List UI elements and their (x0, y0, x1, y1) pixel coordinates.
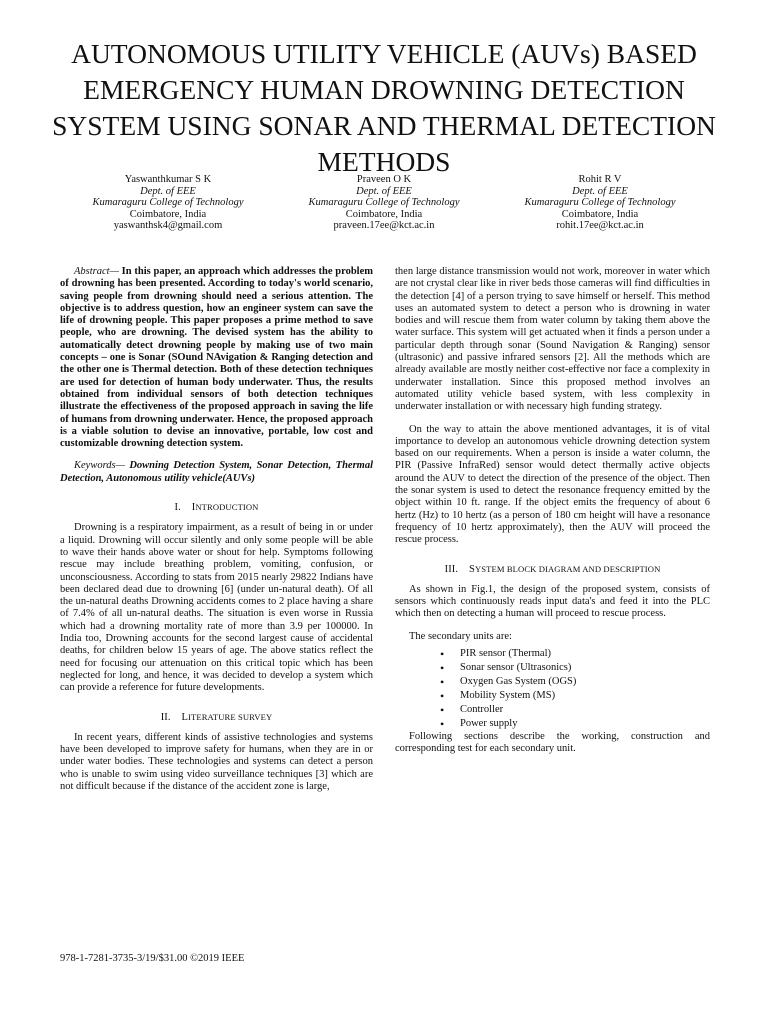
author-city: Coimbatore, India (345, 208, 423, 220)
literature-paragraph-2: On the way to attain the above mentioned advantages, it is of vital importance to develop an autonomous vehicle drowning detection system based on our requirements. When a person is inside a water column, the PIR (Passive InfraRed) sensor would detect thermally active objects around the AUV to detect the direction of the presence of the object. Then the sonar system is used to detect the resonance frequency emitted by the object within 10 ft. range. If the object emits the frequency of about 6 hertz (Hz) to 10 hertz (as a person of 180 cm height will have a resonance frequency of 10 hertz approximately), then the AUV will proceed the rescue process. (395, 423, 710, 546)
section-number: III. (444, 563, 459, 575)
abstract-label: Abstract— (74, 266, 119, 277)
system-paragraph: As shown in Fig.1, the design of the proposed system, consists of sensors which continuously reads input data's and feed it into the PLC which then on detecting a human will proceed to rescue process. (395, 583, 710, 620)
author-block (60, 174, 708, 232)
author-org: Kumaraguru College of Technology (92, 197, 244, 209)
secondary-units-closing: Following sections describe the working, construction and corresponding test for each secondary unit. (395, 731, 710, 755)
abstract (60, 266, 373, 450)
list-item: • Controller (440, 703, 710, 717)
author-email: rohit.17ee@kct.ac.in (556, 220, 644, 232)
list-item: • Oxygen Gas System (OGS) (440, 675, 710, 689)
section-heading-literature-survey (60, 711, 373, 724)
secondary-units-list (395, 647, 710, 731)
section-title-initial: I (191, 502, 196, 514)
author-email: praveen.17ee@kct.ac.in (333, 220, 435, 232)
author-dept: Dept. of EEE (356, 185, 412, 197)
left-column (60, 266, 373, 793)
keywords-text: Downing Detection System, Sonar Detection, Thermal Detection, Autonomous utility vehicle(AUVs) (60, 460, 373, 484)
author-2 (276, 174, 492, 232)
right-column (395, 266, 710, 756)
section-number: II. (160, 711, 171, 723)
section-title-rest: ITERATURE SURVEY (188, 711, 273, 722)
introduction-paragraph: Drowning is a respiratory impairment, as a result of being in or under a liquid. Drowning will occur silently and only some people will be able to wave their hands above water or shout for help. Symptoms following rescue may include breathing problem, vomiting, confusion, or unconsciousness. According to stats from 2015 nearly 29822 Indians have been declared dead due to drowning [6] (under un-natural death). Of all the un-natural deaths Drowning accidents comes to 2 place having a share of 7.4% of all un-natural deaths. The situation is even worse in Russia which had a drowning mortality rate of more than 3.9 per 100000. In India too, Drowning accounts for the second largest cause of accidental deaths, for children below 15 years of age. The above statics reflect the need for focusing our attenuation on this critical topic which has been neglected for long, and hence, it was decided to develop a system which can provide a reference for future developments. (60, 522, 373, 694)
author-org: Kumaraguru College of Technology (308, 197, 460, 209)
section-title-rest: NTRODUCTION (195, 502, 259, 513)
list-item: • Mobility System (MS) (440, 689, 710, 703)
list-item: • PIR sensor (Thermal) (440, 647, 710, 661)
section-number: I. (174, 502, 181, 514)
author-3 (492, 174, 708, 232)
author-name: Praveen O K (356, 174, 412, 185)
copyright-footer: 978-1-7281-3735-3/19/$31.00 ©2019 IEEE (60, 953, 245, 964)
keywords (60, 460, 373, 485)
author-city: Coimbatore, India (129, 208, 207, 220)
author-name: Yaswanthkumar S K (124, 174, 212, 185)
author-email: yaswanthsk4@gmail.com (113, 220, 223, 232)
section-title-rest: YSTEM BLOCK DIAGRAM AND DESCRIPTION (474, 563, 661, 574)
paper-title: AUTONOMOUS UTILITY VEHICLE (AUVs) BASED EMERGENCY HUMAN DROWNING DETECTION SYSTEM USING SONAR AND THERMAL DETECTION METHODS (52, 38, 716, 177)
section-title-initial: L (181, 711, 189, 723)
list-item: • Sonar sensor (Ultrasonics) (440, 661, 710, 675)
abstract-text: In this paper, an approach which addresses the problem of drowning has been presented. According to today's world scenario, saving people from drowning should need a serious attention. The objective is to address question, how an engineer system can save the life of drowning people. This paper proposes a prime method to save people, who are drowning. The devised system has the ability to automatically detect drowning people by making use of two main concepts – one is Sonar (SOund NAvigation & Ranging detection and the other one is Thermal detection. Both of these detection techniques are used for detection of human body underwater. Thus, the results obtained from individual sensors of both detection techniques illustrate the effectiveness of the proposed approach in saving the life of humans from drowning underwater. Hence, the proposed approach is a viable solution to devise an innovative, portable, low cost and customizable drowning detection system. (60, 266, 373, 450)
secondary-units-intro: The secondary units are: (409, 630, 512, 642)
list-item: • Power supply (440, 717, 710, 731)
author-1 (60, 174, 276, 232)
section-heading-introduction (60, 501, 373, 514)
author-name: Rohit R V (578, 174, 622, 185)
author-org: Kumaraguru College of Technology (524, 197, 676, 209)
author-dept: Dept. of EEE (572, 185, 628, 197)
author-dept: Dept. of EEE (140, 185, 196, 197)
section-heading-system-block-diagram (395, 563, 710, 576)
keywords-label: Keywords— (74, 460, 125, 472)
literature-paragraph-start: In recent years, different kinds of assistive technologies and systems have been developed to improve safety for humans, when they are in or under water bodies. These technologies and systems can detect a person who is unable to swim using video surveillance techniques [3] which are not difficult because if the distance of the accident zone is large, (60, 731, 373, 792)
literature-paragraph-continued: then large distance transmission would not work, moreover in water which are not crystal clear like in river beds those cameras will find difficulties in the detection [4] of a person trying to save himself or herself. This method uses an automated system to detect a person who is drowning in water bodies and will rescue them from water column by taking them above the water surface. This system will get actuated when it finds a person under a particular depth through sonar (Sound Navigation & Ranging) sensor (ultrasonic) and passive infrared sensors [2]. All the methods which are already available are mostly neither cost-effective nor face a complexity in underwater installation. Since this proposed method involves an automated utility vehicle based system, with less complexity in underwater installation or with necessary high funding strategy. (395, 266, 710, 413)
author-city: Coimbatore, India (561, 208, 639, 220)
section-title-initial: S (469, 563, 475, 575)
